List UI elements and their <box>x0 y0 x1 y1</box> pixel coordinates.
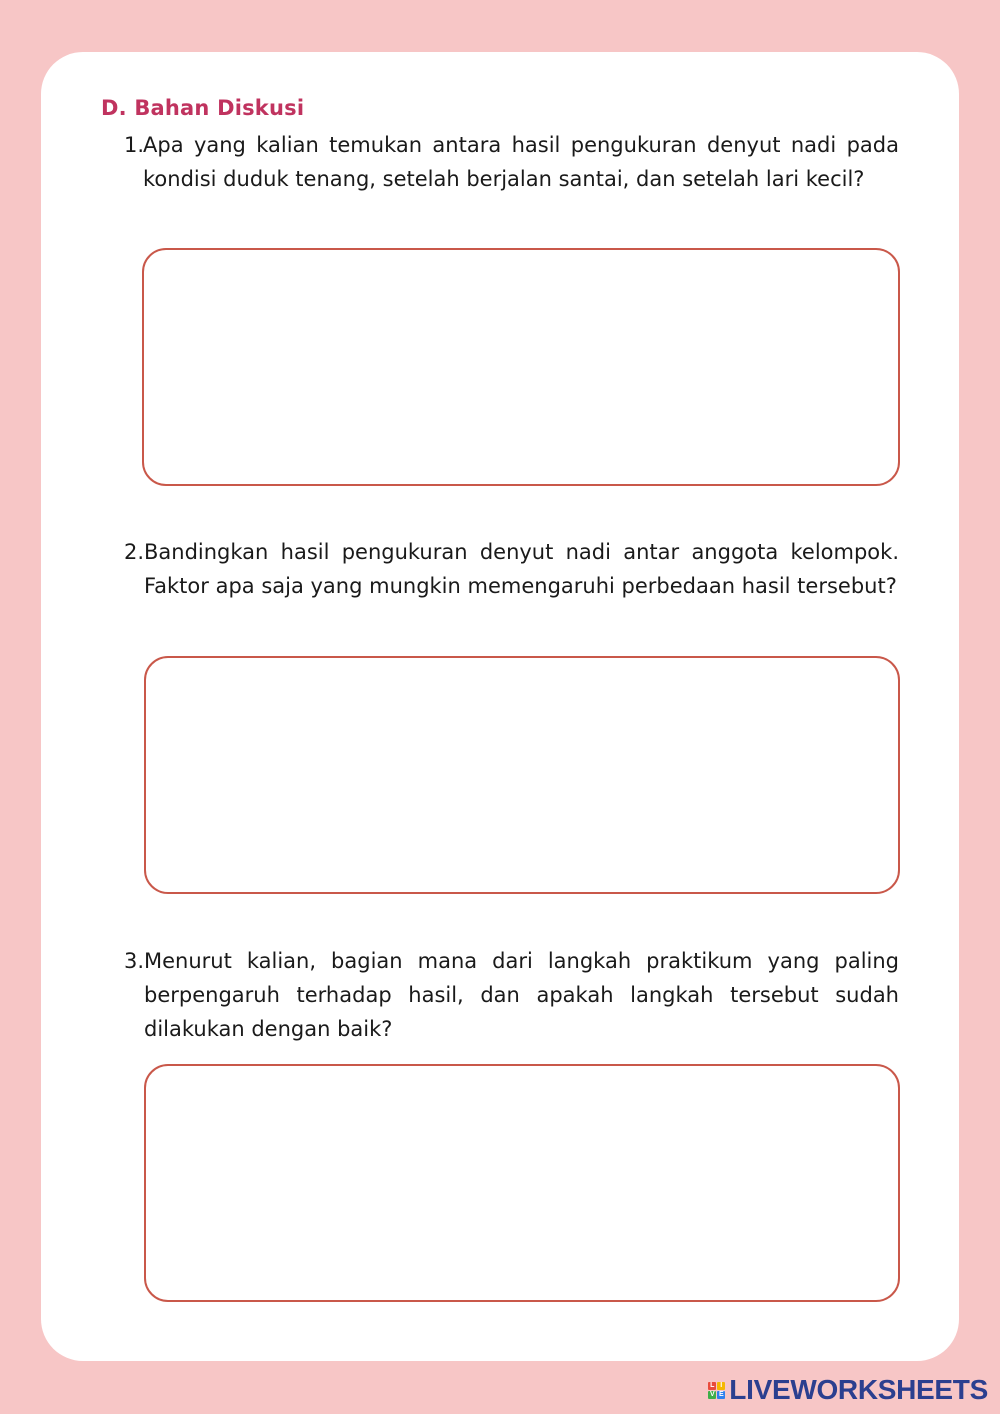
answer-box-2[interactable] <box>144 656 900 894</box>
answer-box-3[interactable] <box>144 1064 900 1302</box>
question-text: Bandingkan hasil pengukuran denyut nadi antar anggota kelompok. Faktor apa saja yang mungkin memengaruhi perbedaan hasil tersebut? <box>144 540 899 598</box>
question-number: 2. <box>124 540 145 564</box>
question-text: Apa yang kalian temukan antara hasil pengukuran denyut nadi pada kondisi duduk tenang, setelah berjalan santai, dan setelah lari kecil? <box>143 133 899 191</box>
question-number: 3. <box>124 949 145 973</box>
brand-name: LIVEWORKSHEETS <box>729 1374 988 1405</box>
liveworksheets-brand <box>708 1374 988 1406</box>
question-text: Menurut kalian, bagian mana dari langkah praktikum yang paling berpengaruh terhadap hasil, dan apakah langkah tersebut sudah dilakukan dengan baik? <box>144 949 899 1041</box>
question-1 <box>124 128 899 196</box>
logo-letter: V <box>709 1390 715 1398</box>
logo-letter: E <box>718 1390 724 1398</box>
answer-box-1[interactable] <box>142 248 900 486</box>
logo-letter: I <box>717 1382 725 1390</box>
section-title: D. Bahan Diskusi <box>101 96 305 120</box>
question-2 <box>124 535 899 603</box>
question-3 <box>124 944 899 1046</box>
liveworksheets-logo-icon <box>708 1382 725 1399</box>
question-number: 1. <box>124 133 145 157</box>
logo-letter: L <box>710 1381 715 1389</box>
